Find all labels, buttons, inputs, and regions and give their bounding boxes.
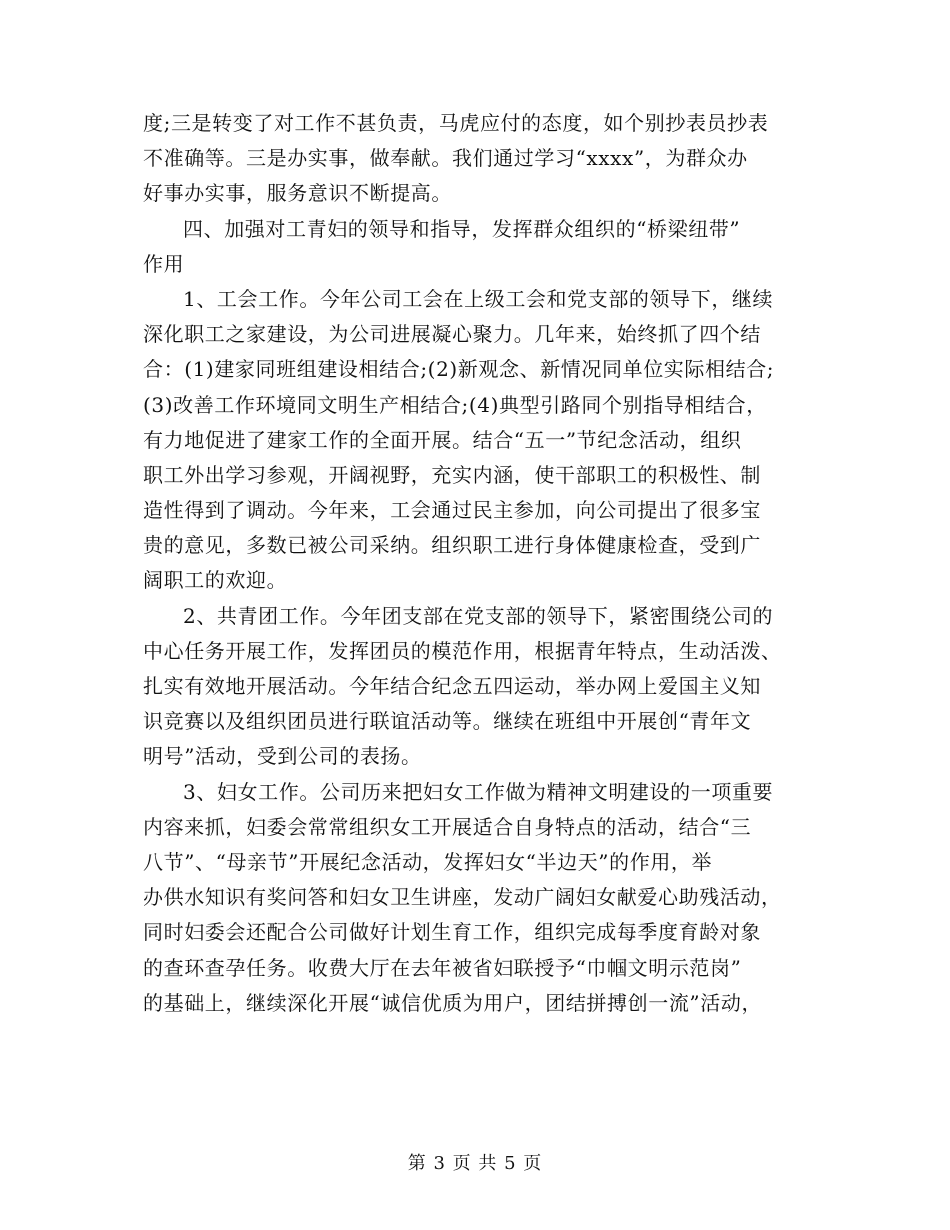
text-line: 阔职工的欢迎。 [143,568,288,593]
text-line: 扎实有效地开展活动。今年结合纪念五四运动，举办网上爱国主义知 [143,674,761,698]
text-line: 深化职工之家建设，为公司进展凝心聚力。几年来，始终抓了四个结 [143,322,761,347]
text-line: 职工外出学习参观，开阔视野，充实内涵，使干部职工的积极性、制 [143,462,761,487]
text-line: 中心任务开展工作，发挥团员的模范作用，根据青年特点，生动活泼、 [143,638,782,663]
text-line: 的查环查孕任务。收费大厅在去年被省妇联授予“巾帼文明示范岗” [143,955,742,980]
text-line: 1、工会工作。今年公司工会在上级工会和党支部的领导下，继续 [183,286,774,311]
text-line: 好事办实事，服务意识不断提高。 [143,181,452,206]
text-line: 办供水知识有奖问答和妇女卫生讲座，发动广阔妇女献爱心助残活动， [143,885,782,910]
text-line: 八节”、“母亲节”开展纪念活动，发挥妇女“半边天”的作用，举 [143,849,713,874]
text-line: 合：(1)建家同班组建设相结合;(2)新观念、新情况同单位实际相结合; [143,357,775,382]
text-line: 的基础上，继续深化开展“诚信优质为用户，团结拼搏创一流”活动， [143,990,763,1015]
text-line: 同时妇委会还配合公司做好计划生育工作，组织完成每季度育龄对象 [143,920,761,945]
text-line: 贵的意见，多数已被公司采纳。组织职工进行身体健康检查，受到广 [143,533,761,558]
text-line: 识竞赛以及组织团员进行联谊活动等。继续在班组中开展创“青年文 [143,709,752,734]
text-line: 明号”活动，受到公司的表扬。 [143,744,422,769]
text-line: (3)改善工作环境同文明生产相结合;(4)典型引路同个别指导相结合， [143,392,767,417]
text-line: 有力地促进了建家工作的全面开展。结合“五一”节纪念活动，组织 [143,427,742,452]
text-line: 度;三是转变了对工作不甚负责，马虎应付的态度，如个别抄表员抄表 [143,111,769,135]
text-line: 作用 [143,251,185,276]
text-line: 内容来抓，妇委会常常组织女工开展适合自身特点的活动，结合“三 [143,814,752,839]
text-line: 不准确等。三是办实事，做奉献。我们通过学习“xxxx”，为群众办 [143,146,748,171]
text-line: 3、妇女工作。公司历来把妇女工作做为精神文明建设的一项重要 [183,779,774,804]
text-line: 2、共青团工作。今年团支部在党支部的领导下，紧密围绕公司的 [183,603,774,628]
text-line: 造性得到了调动。今年来，工会通过民主参加，向公司提出了很多宝 [143,498,761,523]
page-number-footer: 第 3 页 共 5 页 [407,1153,543,1174]
document-body [143,106,811,1021]
text-line: 四、加强对工青妇的领导和指导，发挥群众组织的“桥梁纽带” [183,216,741,241]
